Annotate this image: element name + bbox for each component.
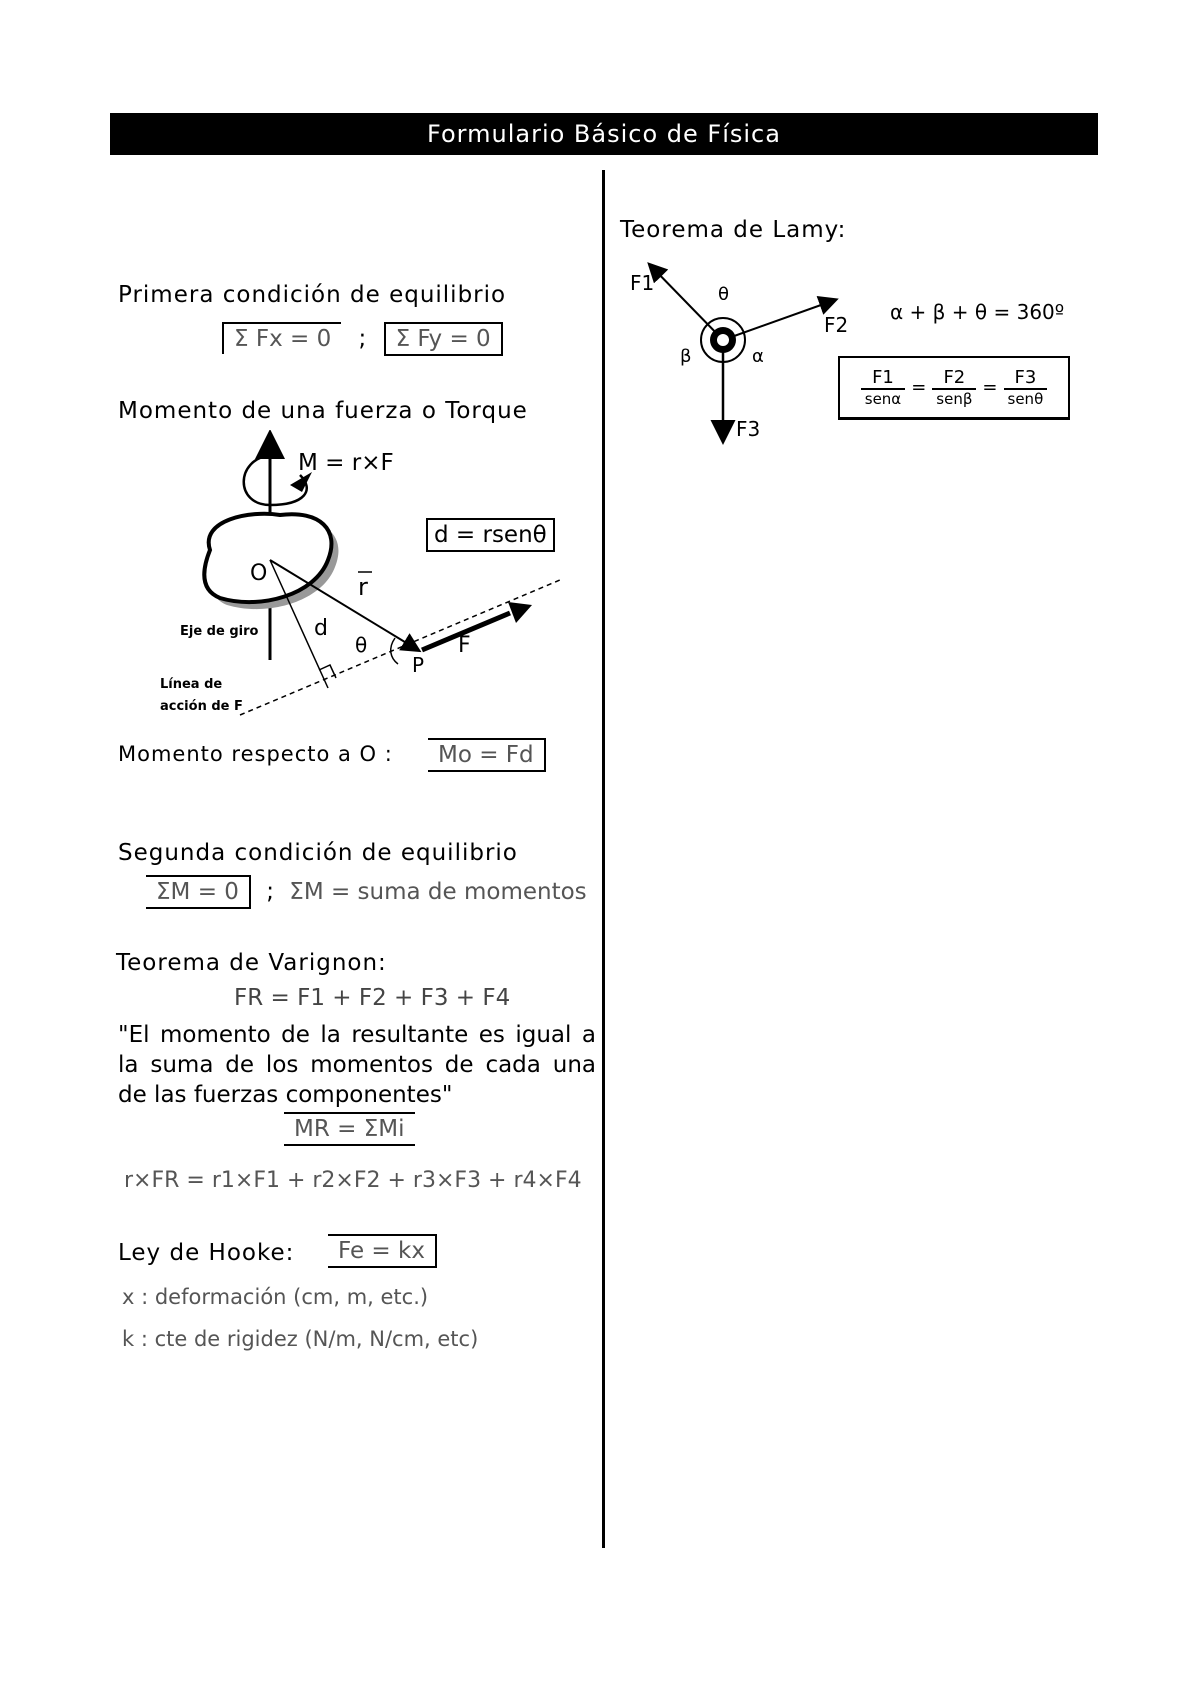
lamy-ratio-3-num: F3 <box>1014 367 1037 388</box>
hooke-k-definition: k : cte de rigidez (N/m, N/cm, etc) <box>122 1327 479 1351</box>
lamy-f3-label: F3 <box>736 417 761 441</box>
lamy-beta-label: β <box>680 346 692 367</box>
line-of-action-label-2: acción de F <box>160 699 243 714</box>
lamy-ratio-1-den: senα <box>861 388 905 408</box>
sum-moments-note: ΣM = suma de momentos <box>289 879 587 905</box>
lamy-heading: Teorema de Lamy: <box>620 217 847 243</box>
varignon-heading: Teorema de Varignon: <box>116 950 387 976</box>
lamy-equals-2: = <box>982 377 998 398</box>
distance-formula <box>426 518 555 552</box>
axis-label: Eje de giro <box>180 624 259 639</box>
moment-about-o-label: Momento respecto a O : <box>118 742 393 766</box>
hooke-formula-wrap <box>328 1234 437 1268</box>
line-of-action-label-1: Línea de <box>160 677 223 692</box>
sum-moments-formula: ΣM = 0 <box>146 875 251 909</box>
f1-vector <box>650 265 723 340</box>
distance-formula-box: d = rsenθ <box>426 518 555 552</box>
lamy-center-inner <box>717 334 729 346</box>
sum-fy-formula: Σ Fy = 0 <box>384 322 503 356</box>
lamy-ratio-2-den: senβ <box>932 388 976 408</box>
second-condition-heading: Segunda condición de equilibrio <box>118 840 518 866</box>
moment-about-o-formula: Mo = Fd <box>428 738 546 772</box>
f-label: F <box>458 633 471 658</box>
p-label: P <box>412 653 425 677</box>
lamy-theta-label: θ <box>718 284 730 305</box>
f-vector-head <box>508 602 532 623</box>
lamy-equals-1: = <box>911 377 927 398</box>
page-title-text: Formulario Básico de Física <box>427 120 781 148</box>
lamy-ratio-2-num: F2 <box>943 367 966 388</box>
hooke-heading: Ley de Hooke: <box>118 1240 295 1266</box>
first-condition-separator: ; <box>358 326 367 352</box>
lamy-ratio-2 <box>932 367 976 408</box>
lamy-ratio-1 <box>861 367 905 408</box>
moment-about-o-formula-wrap <box>428 738 546 772</box>
column-divider <box>602 170 605 1548</box>
hooke-x-definition: x : deformación (cm, m, etc.) <box>122 1285 429 1309</box>
lamy-alpha-label: α <box>752 346 764 367</box>
varignon-moment-sum-wrap <box>284 1112 415 1146</box>
lamy-ratio-1-num: F1 <box>872 367 894 388</box>
r-label: r <box>358 573 368 601</box>
lamy-diagram <box>620 250 860 450</box>
varignon-forces-formula: FR = F1 + F2 + F3 + F4 <box>234 985 511 1011</box>
sum-fx-formula: Σ Fx = 0 <box>222 322 341 354</box>
theta-label: θ <box>355 633 368 657</box>
d-label: d <box>314 616 328 641</box>
lamy-ratio-box <box>838 356 1070 420</box>
hooke-formula: Fe = kx <box>328 1234 437 1268</box>
torque-vector-formula: M = r×F <box>298 450 394 476</box>
varignon-moment-sum: MR = ΣMi <box>284 1112 415 1146</box>
lamy-angle-sum: α + β + θ = 360º <box>890 300 1065 324</box>
varignon-cross-products: r×FR = r1×F1 + r2×F2 + r3×F3 + r4×F4 <box>124 1168 582 1193</box>
lamy-f1-label: F1 <box>630 271 655 295</box>
lamy-ratio-3-den: senθ <box>1004 388 1048 408</box>
torque-heading: Momento de una fuerza o Torque <box>118 398 528 424</box>
varignon-quote: "El momento de la resultante es igual a la suma de los momentos de cada una de las fuerzas componentes" <box>118 1022 596 1108</box>
first-condition-formulas <box>222 322 503 356</box>
page-title <box>110 113 1098 155</box>
second-condition-formulas <box>146 875 587 909</box>
second-condition-separator: ; <box>266 879 274 905</box>
f2-vector <box>723 300 835 340</box>
first-condition-heading: Primera condición de equilibrio <box>118 282 507 308</box>
lamy-f2-label: F2 <box>824 313 849 337</box>
lamy-ratio-3 <box>1004 367 1048 408</box>
origin-label: O <box>250 561 268 586</box>
r-vector <box>270 560 418 650</box>
